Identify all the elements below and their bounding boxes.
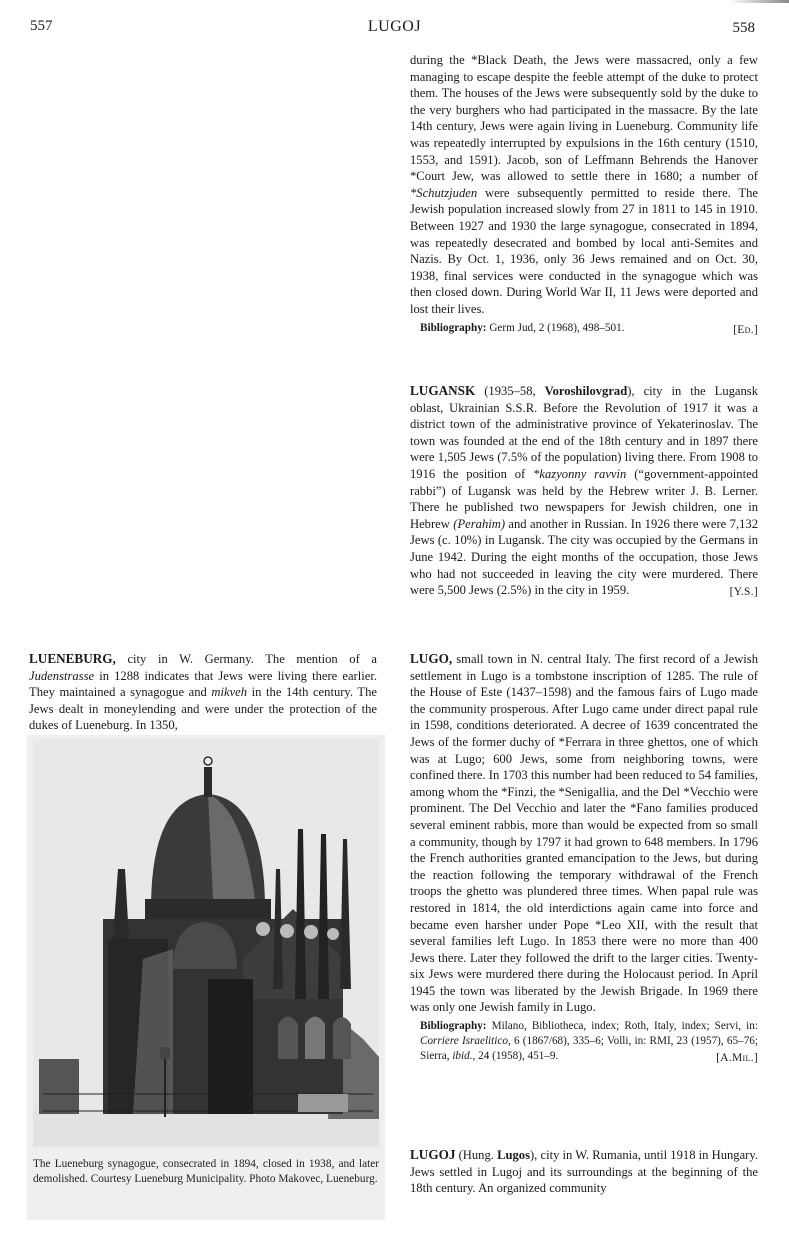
entry-body: during the *Black Death, the Jews were massacred, only a few managing to escape despite the feeble attempt of the duke to protect them. The houses of the Jews were subsequently sold by the duke to the very burghers who had participated in the massacre. By the late 14th century, Jews were again living in Lueneburg. Community life was repeatedly interrupted by expulsions in the 16th century (1510, 1553, and 1591). Jacob, son of Leffmann Behrends the Hanover *Court Jew, was allowed to settle there in 1680; a number of *Schutzjuden were subsequently permitted to reside there. The Jewish population increased slowly from 27 in 1811 to 145 in 1910. Between 1927 and 1930 the large synagogue, consecrated in 1894, was repeatedly desecrated and bombed by local anti-Semites and Nazis. By Oct. 1, 1936, only 36 Jews remained and on Oct. 30, 1938, final services were conducted in the synagogue which was then closed down. During World War II, 11 Jews were deported and lost their lives. xyxy=(410,53,758,316)
synagogue-photo xyxy=(33,739,379,1147)
entry-lueneburg xyxy=(29,651,377,734)
entry-lugo xyxy=(410,651,758,1066)
bibliography: Bibliography: Germ Jud, 2 (1968), 498–501. [Ed.] xyxy=(420,321,758,336)
synagogue-illustration-icon xyxy=(33,739,379,1147)
page-number-right: 558 xyxy=(732,20,755,36)
headword: LUENEBURG, xyxy=(29,651,116,666)
right-column xyxy=(410,52,758,338)
entry-body: LUGOJ (Hung. Lugos), city in W. Rumania, until 1918 in Hungary. Jews settled in Lugoj and its surroundings at the beginning of the 18th century. An organized community xyxy=(410,1147,758,1196)
headword: LUGOJ xyxy=(410,1147,456,1162)
entry-lugoj xyxy=(410,1147,758,1197)
page-header xyxy=(0,18,789,38)
author-initials: [A.Mil.] xyxy=(716,1052,758,1065)
running-head: LUGOJ xyxy=(367,18,422,35)
entry-lueneburg-continued xyxy=(410,52,758,336)
headword: LUGO, xyxy=(410,651,453,666)
figure-caption: The Lueneburg synagogue, consecrated in 1894, closed in 1938, and later demolished. Courtesy Lueneburg Municipality. Photo Makovec, Lueneburg. xyxy=(33,1158,379,1186)
scan-edge-shadow xyxy=(729,0,789,3)
author-initials: [Y.S.] xyxy=(729,586,758,599)
figure-synagogue xyxy=(27,735,385,1220)
headword: LUGANSK xyxy=(410,383,476,398)
bibliography: Bibliography: Milano, Bibliotheca, index; Roth, Italy, index; Servi, in: Corriere Israelitico, 6 (1867/68), 335–6; Volli, in: RMI, 23 (1957), 65–76; Sierra, ibid., 24 (1958), 451–9. [A.Mil.] xyxy=(420,1020,758,1065)
author-initials: [Ed.] xyxy=(733,323,758,336)
entry-body: LUGO, small town in N. central Italy. The first record of a Jewish settlement in Lugo is a tombstone inscription of 1285. The rule of the House of Este (1437–1598) and the famous fairs of Lugo made the community prosperous. After Lugo came under direct papal rule in 1598, conditions deteriorated. A decree of 1639 concentrated the Jews of the former duchy of *Ferrara in three ghettos, one of which was at Lugo; 600 Jews, some from neighboring towns, were confined there. In 1703 this number had been reduced to 54 families, among whom the *Finzi, the *Senigallia, and the Del *Vecchio were prominent. The Del Vecchio and later the *Fano families produced several eminent rabbis, more than would be expected from so small a community, though by 1797 it had grown to 648 members. In 1796 the French authorities granted emancipation to the Jews, but during the reaction following the temporary withdrawal of the French troops the ghetto was plundered three times. When papal rule was restored in 1814, the old interdictions again came into force and became even harsher under Pope *Leo XII, with the result that several families left Lugo. In 1853 there were no more than 400 Jews there. Later they followed the drift to the larger cities. Twenty-six Jews were murdered there during the Holocaust period. In April 1945 the town was liberated by the Jewish Brigade. In 1969 there was only one Jewish family in Lugo. xyxy=(410,651,758,1015)
page-number-left: 557 xyxy=(30,18,53,34)
entry-body: LUENEBURG, city in W. Germany. The mention of a Judenstrasse in 1288 indicates that Jews were living there earlier. They maintained a synagogue and mikveh in the 14th century. The Jews dealt in moneylending and were under the protection of the dukes of Lueneburg. In 1350, xyxy=(29,651,377,733)
entry-body: LUGANSK (1935–58, Voroshilovgrad), city in the Lugansk oblast, Ukrainian S.S.R. Before the Revolution of 1917 it was a district town of the administrative province of Yekaterinoslav. The town was founded at the end of the 18th century and in 1897 there were 1,505 Jews (7.5% of the population) living there. From 1908 to 1916 the position of *kazyonny ravvin (“government-appointed rabbi”) of Lugansk was held by the Hebrew writer J. B. Lerner. There he published two newspapers for Jewish children, one in Hebrew (Perahim) and another in Russian. In 1926 there were 7,132 Jews (c. 10%) in Lugansk. The city was occupied by the Germans in June 1942. During the eight months of the occupation, those Jews who had not succeeded in leaving the city were murdered. There were 5,500 Jews (2.5%) in the city in 1959. [Y.S.] xyxy=(410,383,758,599)
entry-lugansk xyxy=(410,383,758,601)
